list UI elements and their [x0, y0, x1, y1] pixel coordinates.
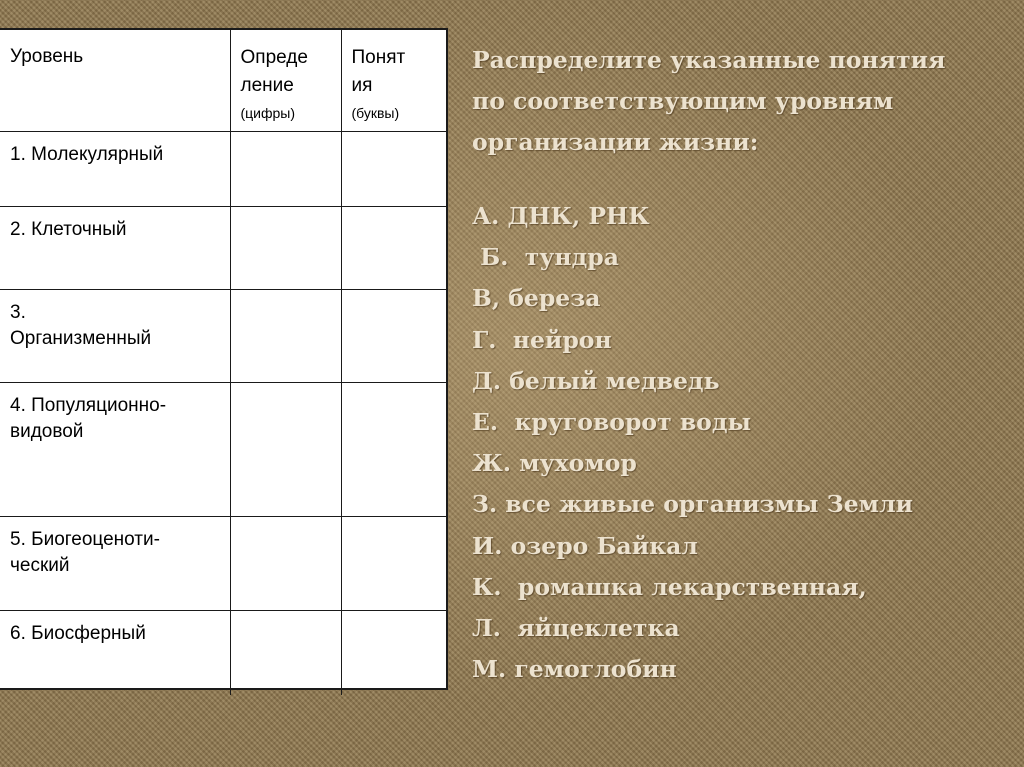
row-level-label: 1. Молекулярный: [10, 143, 164, 165]
row-level-label-line-2: Организменный: [10, 328, 152, 350]
row-concept-cell[interactable]: [341, 206, 446, 289]
row-definition-cell[interactable]: [230, 610, 341, 695]
table-row: [0, 206, 446, 289]
row-concept-cell[interactable]: [341, 131, 446, 206]
row-definition-cell[interactable]: [230, 382, 341, 516]
option-item: Ж. мухомор: [472, 449, 637, 478]
row-definition-cell[interactable]: [230, 289, 341, 382]
table-row: [0, 131, 446, 206]
header-concept-line-2: ия: [351, 74, 373, 96]
row-level-cell: [0, 610, 230, 695]
option-item: И. озеро Байкал: [472, 531, 698, 560]
header-concept-line-1: Понят: [351, 47, 406, 68]
option-item: Е. круговорот воды: [472, 408, 752, 437]
header-level: [0, 30, 230, 131]
option-item: Г. нейрон: [472, 325, 612, 354]
row-level-label-line-1: 3.: [10, 301, 26, 323]
option-item: А. ДНК, РНК: [472, 202, 650, 230]
table-row: [0, 610, 446, 695]
task-title-line-1: Распределите указанные понятия: [472, 46, 946, 74]
option-item: Д. белый медведь: [472, 366, 720, 395]
row-definition-cell[interactable]: [230, 516, 341, 610]
option-item: В, береза: [472, 284, 601, 313]
option-item: М. гемоглобин: [472, 655, 677, 684]
row-level-cell: [0, 382, 230, 516]
header-concept-note: (буквы): [351, 105, 400, 122]
row-concept-cell[interactable]: [341, 289, 446, 382]
row-concept-cell[interactable]: [341, 516, 446, 610]
option-item: Б. тундра: [472, 243, 619, 272]
task-title-line-2: по соответствующим уровням: [472, 87, 894, 115]
row-level-label: 6. Биосферный: [10, 622, 146, 644]
task-title-line-3: организации жизни:: [472, 128, 759, 156]
header-definition: [230, 30, 341, 131]
table-row: [0, 382, 446, 516]
option-item: З. все живые организмы Земли: [472, 490, 914, 519]
row-level-label: 2. Клеточный: [10, 218, 127, 240]
row-level-label-line-1: 4. Популяционно-: [10, 394, 167, 416]
header-concept: [341, 30, 446, 131]
row-level-label-line-2: видовой: [10, 421, 84, 443]
header-level-label: Уровень: [10, 46, 84, 67]
row-level-cell: [0, 206, 230, 289]
row-definition-cell[interactable]: [230, 131, 341, 206]
row-level-cell: [0, 289, 230, 382]
table-row: [0, 289, 446, 382]
header-definition-line-2: ление: [240, 74, 294, 96]
levels-table: [0, 30, 446, 695]
concept-options-list: [472, 196, 1012, 690]
levels-table-container: [0, 28, 448, 690]
row-level-cell: [0, 516, 230, 610]
header-definition-note: (цифры): [240, 105, 296, 122]
row-level-label-line-1: 5. Биогеоценоти-: [10, 528, 160, 550]
row-definition-cell[interactable]: [230, 206, 341, 289]
row-level-cell: [0, 131, 230, 206]
option-item: Л. яйцеклетка: [472, 614, 680, 643]
row-concept-cell[interactable]: [341, 382, 446, 516]
header-definition-line-1: Опреде: [240, 47, 308, 68]
task-instructions: [472, 40, 1012, 163]
row-concept-cell[interactable]: [341, 610, 446, 695]
row-level-label-line-2: ческий: [10, 555, 70, 577]
table-header-row: [0, 30, 446, 131]
table-row: [0, 516, 446, 610]
option-item: К. ромашка лекарственная,: [472, 572, 867, 601]
